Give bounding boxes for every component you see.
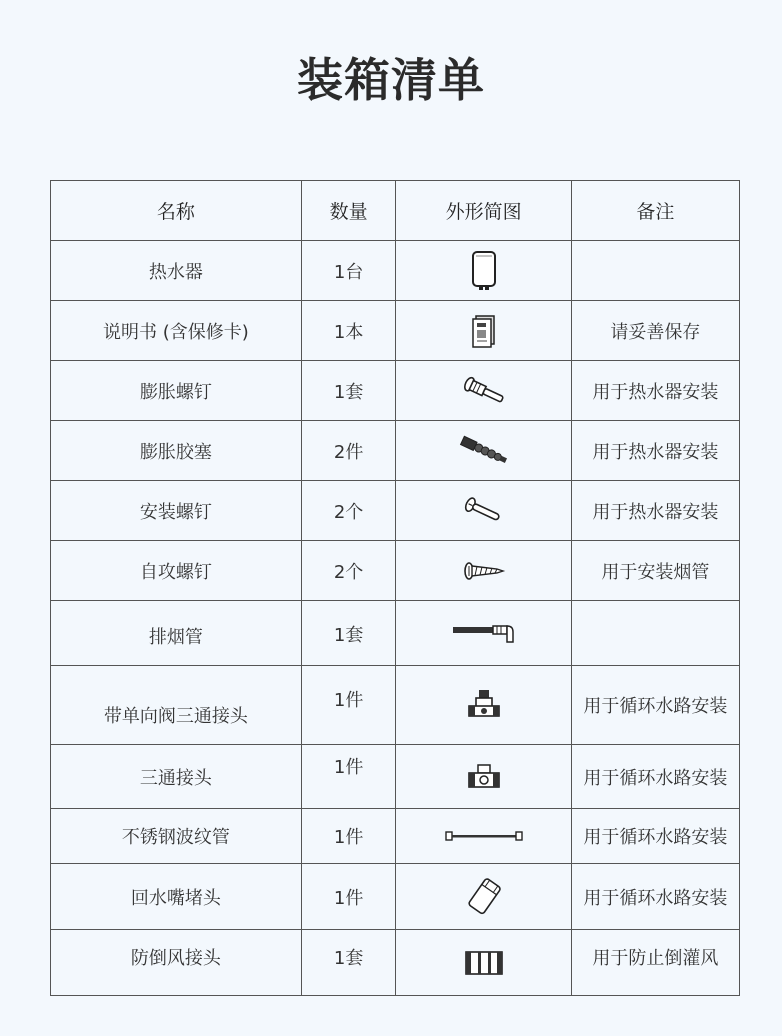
- wall-plug-icon: [454, 434, 514, 468]
- item-note: 用于防止倒灌风: [571, 930, 739, 996]
- item-name: 三通接头: [51, 745, 302, 809]
- item-quantity: 2件: [301, 421, 396, 481]
- item-name: 热水器: [51, 241, 302, 301]
- item-note: 用于热水器安装: [571, 421, 739, 481]
- item-quantity: 1件: [301, 864, 396, 930]
- item-quantity: 1套: [301, 361, 396, 421]
- table-row: [51, 241, 740, 301]
- item-note: 用于循环水路安装: [571, 809, 739, 864]
- item-quantity: 1套: [301, 930, 396, 996]
- anti-backdraft-joint-icon: [462, 946, 506, 980]
- item-note: 请妥善保存: [571, 301, 739, 361]
- item-shape: [396, 421, 571, 481]
- item-note: 用于循环水路安装: [571, 666, 739, 745]
- table-row: [51, 601, 740, 666]
- table-row: [51, 930, 740, 996]
- item-note: 用于循环水路安装: [571, 864, 739, 930]
- table-row: [51, 864, 740, 930]
- item-note: 用于热水器安装: [571, 481, 739, 541]
- table-row: [51, 666, 740, 745]
- item-quantity: 1件: [301, 666, 396, 745]
- mounting-screw-icon: [459, 494, 509, 528]
- item-quantity: 1台: [301, 241, 396, 301]
- corrugated-hose-icon: [442, 826, 526, 846]
- self-tapping-screw-icon: [459, 554, 509, 588]
- item-quantity: 2个: [301, 541, 396, 601]
- item-name: 防倒风接头: [51, 930, 302, 996]
- item-name: 不锈钢波纹管: [51, 809, 302, 864]
- item-shape: [396, 809, 571, 864]
- item-quantity: 1件: [301, 745, 396, 809]
- header-quantity: 数量: [301, 181, 396, 241]
- item-note: [571, 241, 739, 301]
- item-shape: [396, 930, 571, 996]
- table-row: [51, 541, 740, 601]
- table-row: [51, 745, 740, 809]
- check-valve-tee-icon: [464, 686, 504, 724]
- item-shape: [396, 666, 571, 745]
- item-name: 膨胀螺钉: [51, 361, 302, 421]
- item-name: 膨胀胶塞: [51, 421, 302, 481]
- item-shape: [396, 361, 571, 421]
- item-shape: [396, 601, 571, 666]
- page-title: 装箱清单: [297, 53, 485, 107]
- item-shape: [396, 481, 571, 541]
- item-name: 说明书 (含保修卡): [51, 301, 302, 361]
- item-shape: [396, 241, 571, 301]
- item-note: 用于循环水路安装: [571, 745, 739, 809]
- item-name: 回水嘴堵头: [51, 864, 302, 930]
- header-name: 名称: [51, 181, 302, 241]
- item-note: 用于热水器安装: [571, 361, 739, 421]
- packing-list-table: [50, 180, 740, 996]
- item-name: 安装螺钉: [51, 481, 302, 541]
- water-heater-icon: [464, 249, 504, 293]
- item-shape: [396, 745, 571, 809]
- item-quantity: 1本: [301, 301, 396, 361]
- item-quantity: 1套: [301, 601, 396, 666]
- manual-icon: [467, 312, 501, 350]
- item-name: 自攻螺钉: [51, 541, 302, 601]
- item-note: 用于安装烟管: [571, 541, 739, 601]
- expansion-bolt-icon: [456, 374, 512, 408]
- header-note: 备注: [571, 181, 739, 241]
- item-shape: [396, 541, 571, 601]
- header-shape: 外形简图: [396, 181, 571, 241]
- table-row: [51, 361, 740, 421]
- item-quantity: 2个: [301, 481, 396, 541]
- item-note: [571, 601, 739, 666]
- table-row: [51, 301, 740, 361]
- return-plug-icon: [464, 874, 504, 920]
- flue-pipe-icon: [449, 616, 519, 650]
- item-quantity: 1件: [301, 809, 396, 864]
- item-shape: [396, 864, 571, 930]
- table-row: [51, 481, 740, 541]
- item-name: 带单向阀三通接头: [51, 666, 302, 745]
- table-row: [51, 809, 740, 864]
- item-shape: [396, 301, 571, 361]
- table-header-row: [51, 181, 740, 241]
- table-row: [51, 421, 740, 481]
- item-name: 排烟管: [51, 601, 302, 666]
- tee-joint-icon: [464, 760, 504, 794]
